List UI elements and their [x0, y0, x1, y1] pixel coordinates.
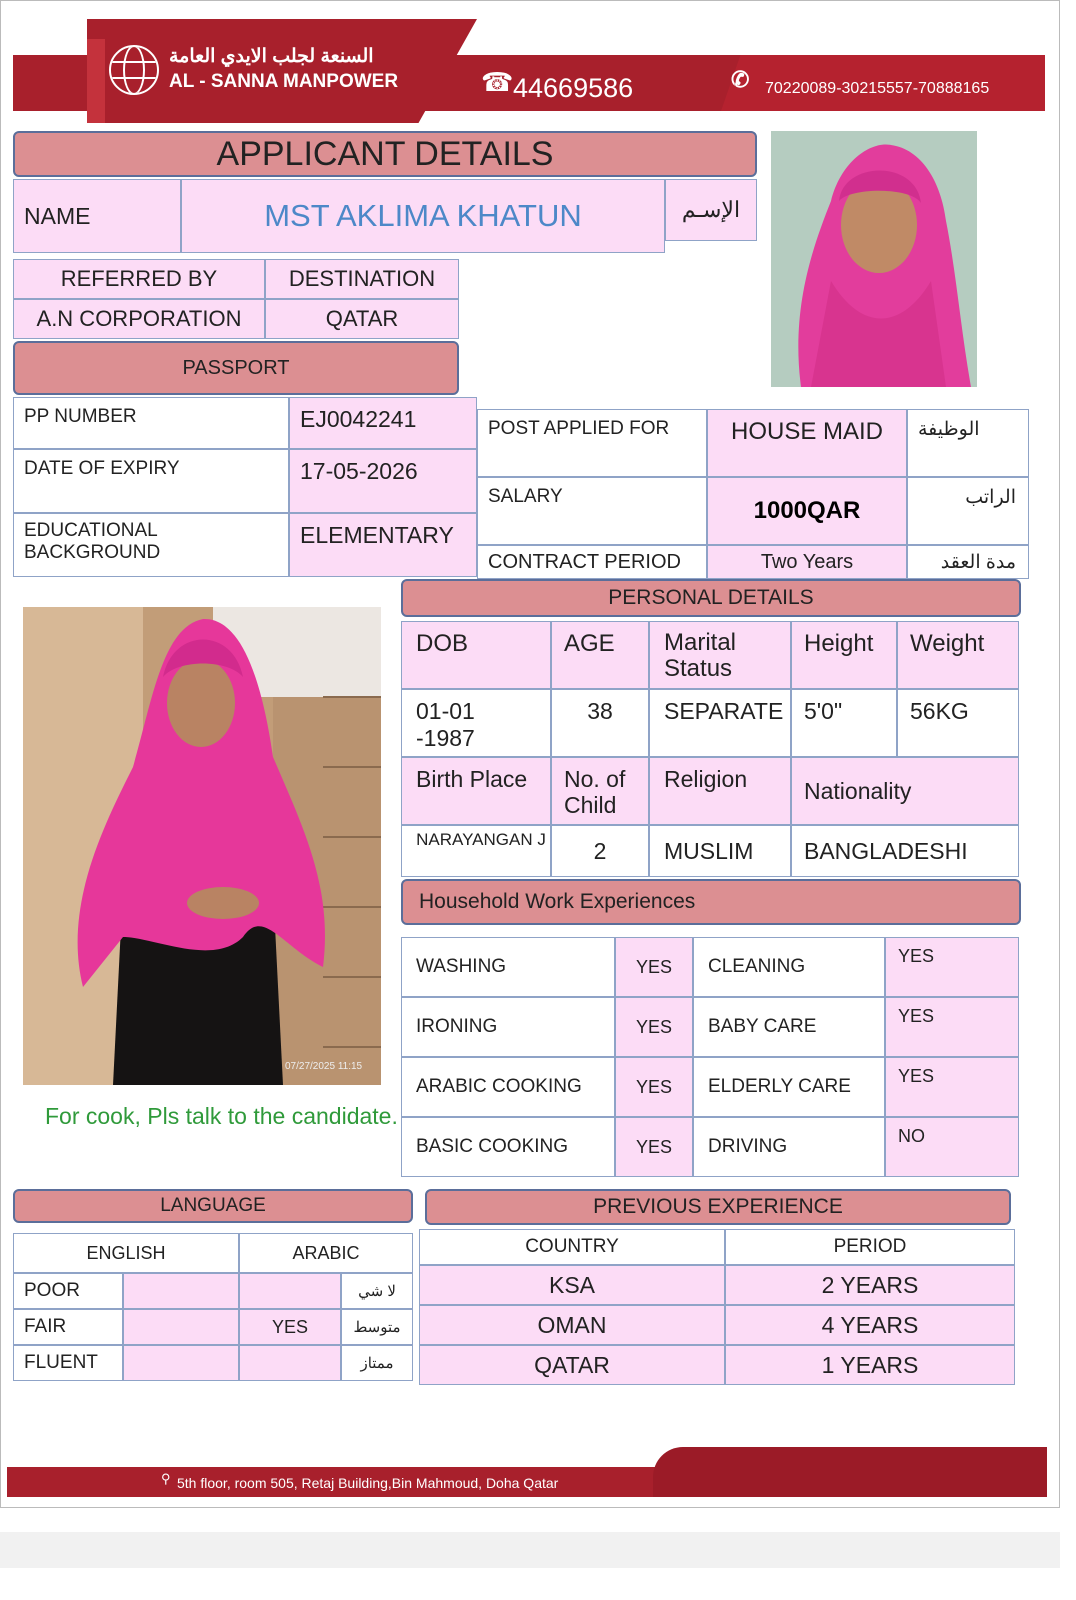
- household-task-value: YES: [885, 937, 1019, 997]
- passport-title: PASSPORT: [13, 341, 459, 395]
- portrait-photo: [771, 131, 977, 387]
- globe-logo-icon: [109, 45, 159, 95]
- photo-timestamp: 07/27/2025 11:15: [285, 1061, 363, 1072]
- language-level: FLUENT: [13, 1345, 123, 1381]
- pp-number-label: PP NUMBER: [13, 397, 289, 449]
- household-task-value: YES: [615, 1057, 693, 1117]
- bottom-strip: [0, 1532, 1060, 1568]
- language-english-value: [123, 1345, 239, 1381]
- household-task-value: YES: [615, 1117, 693, 1177]
- mobile-phone-icon: ✆: [731, 67, 750, 92]
- experience-period: 4 YEARS: [725, 1305, 1015, 1345]
- nationality-value: BANGLADESHI: [791, 825, 1019, 877]
- language-arabic-value: [239, 1345, 341, 1381]
- post-label: POST APPLIED FOR: [477, 409, 707, 477]
- household-task-value: NO: [885, 1117, 1019, 1177]
- birth-place-value: NARAYANGAN J: [401, 825, 551, 877]
- household-task-label: ELDERLY CARE: [693, 1057, 885, 1117]
- religion-value: MUSLIM: [649, 825, 791, 877]
- footer-dark-block: [653, 1447, 1047, 1497]
- footer-address: 5th floor, room 505, Retaj Building,Bin Mahmoud, Doha Qatar: [177, 1475, 559, 1491]
- period-header: PERIOD: [725, 1229, 1015, 1265]
- cook-note: For cook, Pls talk to the candidate.: [45, 1103, 398, 1129]
- applicant-details-title: APPLICANT DETAILS: [13, 131, 757, 177]
- salary-label-arabic: الراتب: [907, 477, 1029, 545]
- marital-label: Marital Status: [649, 621, 791, 689]
- weight-label: Weight: [897, 621, 1019, 689]
- household-task-label: DRIVING: [693, 1117, 885, 1177]
- language-arabic-value: YES: [239, 1309, 341, 1345]
- experience-country: KSA: [419, 1265, 725, 1305]
- language-level: POOR: [13, 1273, 123, 1309]
- language-level-arabic: متوسط: [341, 1309, 413, 1345]
- referred-by-label: REFERRED BY: [13, 259, 265, 299]
- marital-value: SEPARATE: [649, 689, 791, 757]
- country-header: COUNTRY: [419, 1229, 725, 1265]
- contract-value: Two Years: [707, 545, 907, 579]
- header-stripe: [87, 39, 105, 123]
- household-title: Household Work Experiences: [401, 879, 1021, 925]
- experience-period: 2 YEARS: [725, 1265, 1015, 1305]
- children-value: 2: [551, 825, 649, 877]
- age-value: 38: [551, 689, 649, 757]
- expiry-value: 17-05-2026: [289, 449, 477, 513]
- company-name: AL - SANNA MANPOWER: [169, 71, 399, 92]
- nationality-label: Nationality: [791, 757, 1019, 825]
- salary-label: SALARY: [477, 477, 707, 545]
- experience-period: 1 YEARS: [725, 1345, 1015, 1385]
- weight-value: 56KG: [897, 689, 1019, 757]
- telephone-icon: ☎: [481, 67, 514, 97]
- household-task-value: YES: [885, 1057, 1019, 1117]
- language-english-value: [123, 1273, 239, 1309]
- household-task-label: CLEANING: [693, 937, 885, 997]
- destination-label: DESTINATION: [265, 259, 459, 299]
- salary-value: 1000QAR: [707, 477, 907, 545]
- company-arabic-name: السنعة لجلب الايدي العامة: [169, 46, 374, 67]
- dob-label: DOB: [401, 621, 551, 689]
- language-level-arabic: ممتاز: [341, 1345, 413, 1381]
- contract-label: CONTRACT PERIOD: [477, 545, 707, 579]
- name-label-arabic: الإسـم: [665, 179, 757, 241]
- age-label: AGE: [551, 621, 649, 689]
- education-value: ELEMENTARY: [289, 513, 477, 577]
- destination-value: QATAR: [265, 299, 459, 339]
- language-level: FAIR: [13, 1309, 123, 1345]
- experience-country: QATAR: [419, 1345, 725, 1385]
- expiry-label: DATE OF EXPIRY: [13, 449, 289, 513]
- language-title: LANGUAGE: [13, 1189, 413, 1223]
- household-task-value: YES: [615, 997, 693, 1057]
- education-label: EDUCATIONAL BACKGROUND: [13, 513, 289, 577]
- experience-country: OMAN: [419, 1305, 725, 1345]
- pp-number-value: EJ0042241: [289, 397, 477, 449]
- household-task-label: WASHING: [401, 937, 615, 997]
- name-label: NAME: [13, 179, 181, 253]
- household-task-value: YES: [615, 937, 693, 997]
- referred-by-value: A.N CORPORATION: [13, 299, 265, 339]
- language-english-value: [123, 1309, 239, 1345]
- children-label: No. of Child: [551, 757, 649, 825]
- household-task-value: YES: [885, 997, 1019, 1057]
- phone-number: 44669586: [513, 73, 634, 103]
- dob-value: 01-01 -1987: [401, 689, 551, 757]
- birth-place-label: Birth Place: [401, 757, 551, 825]
- applicant-name: MST AKLIMA KHATUN: [181, 179, 665, 253]
- height-value: 5'0": [791, 689, 897, 757]
- religion-label: Religion: [649, 757, 791, 825]
- language-arabic-value: [239, 1273, 341, 1309]
- language-level-arabic: لا شي: [341, 1273, 413, 1309]
- language-arabic-header: ARABIC: [239, 1233, 413, 1273]
- full-body-photo: [23, 607, 381, 1085]
- household-task-label: IRONING: [401, 997, 615, 1057]
- household-task-label: BASIC COOKING: [401, 1117, 615, 1177]
- mobile-numbers: 70220089-30215557-70888165: [765, 80, 990, 97]
- location-pin-icon: ⚲: [161, 1471, 171, 1486]
- personal-details-title: PERSONAL DETAILS: [401, 579, 1021, 617]
- household-task-label: ARABIC COOKING: [401, 1057, 615, 1117]
- contract-label-arabic: مدة العقد: [907, 545, 1029, 579]
- post-value: HOUSE MAID: [707, 409, 907, 477]
- height-label: Height: [791, 621, 897, 689]
- household-task-label: BABY CARE: [693, 997, 885, 1057]
- previous-experience-title: PREVIOUS EXPERIENCE: [425, 1189, 1011, 1225]
- post-label-arabic: الوظيفة: [907, 409, 1029, 477]
- language-english-header: ENGLISH: [13, 1233, 239, 1273]
